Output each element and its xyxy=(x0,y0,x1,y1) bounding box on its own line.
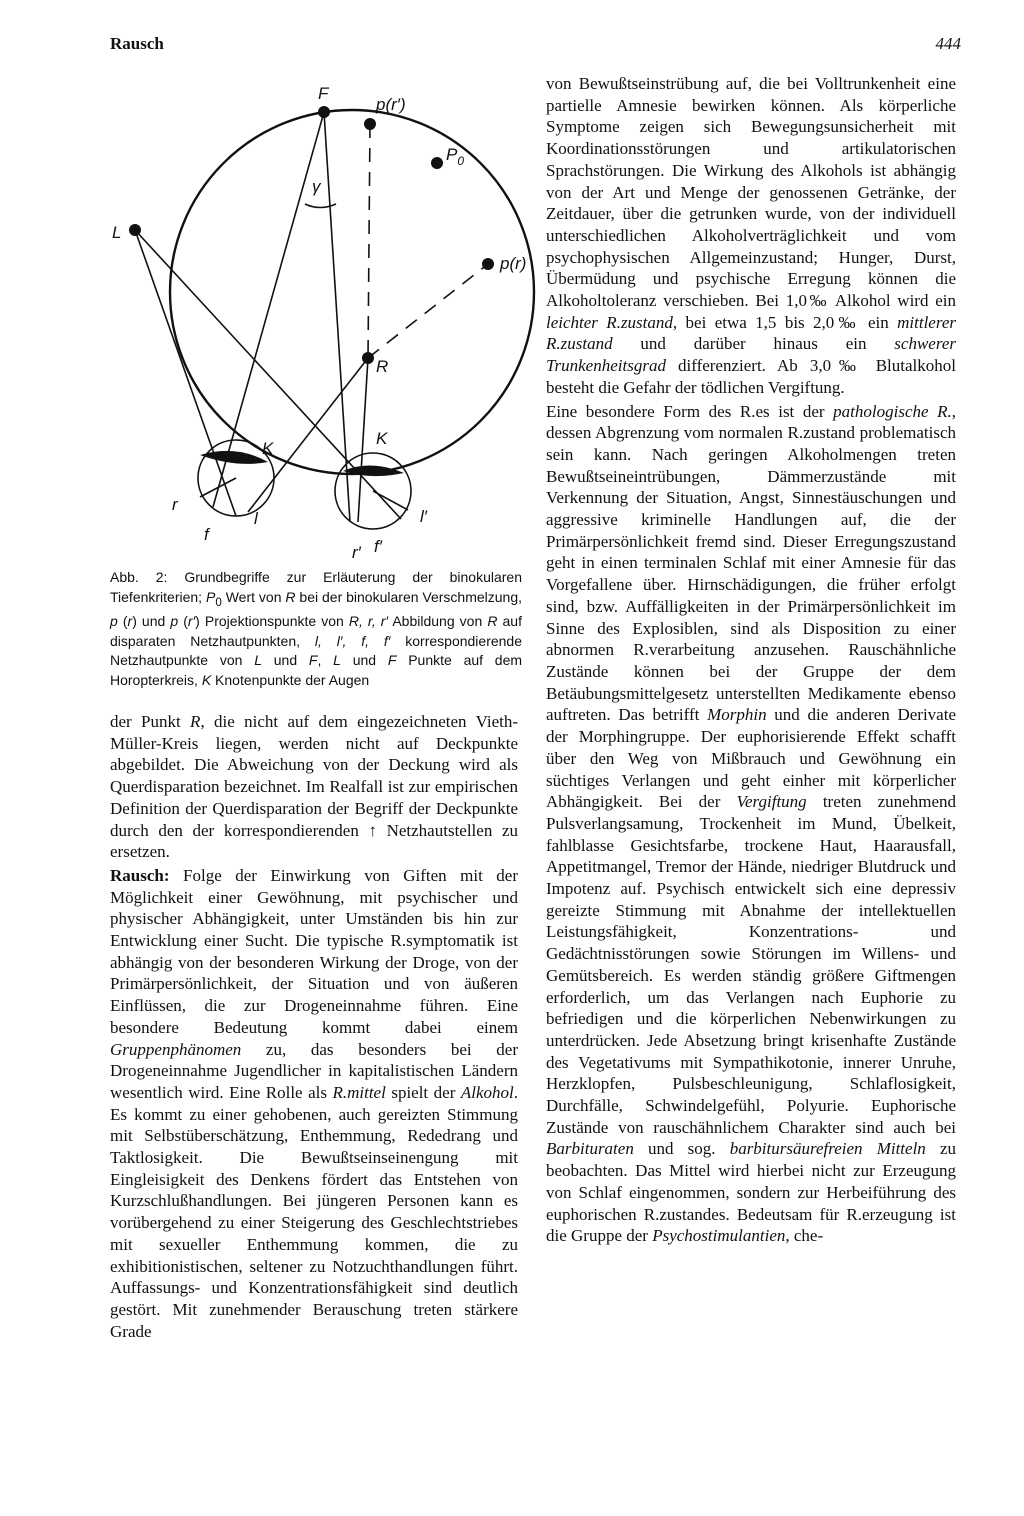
label-gamma: γ xyxy=(312,177,321,196)
label-K-right: K xyxy=(376,429,388,448)
right-paragraph-2: Eine besondere Form des R.es ist der pathologische R., dessen Abgrenzung vom normalen R.zustand problematisch sein kann. Nach geringen Alkoholmengen treten Bewußtseineintrübungen, Dämmerzustände mit Verkennung der Situation, Angst, Sinnestäuschungen und aggressive kriminelle Handlungen auf, die der Primärpersönlichkeit fremd sind. Dieser Erregungszustand geht in einen terminalen Schlaf mit einer Amnesie für das Vorgefallene über. Hirnschädigungen, die früher erfolgt sind, bzw. Auffälligkeiten in der Primärpersönlichkeit im Sinne des Explosiblen, sind als Disposition zu einer abnormen R.verarbeitung anzusehen. Rauschähnliche Zustände können bei der Gruppe der dem Betäubungsmittelgesetz unterstellten Medikamente ebenso auftreten. Das betrifft Morphin und die anderen Derivate der Morphingruppe. Der euphorisierende Effekt schafft über den Weg von Mißbrauch und Gewöhnung ein süchtiges Verlangen und geht einher mit körperlicher Abhängigkeit. Bei der Vergiftung treten zunehmend Pulsverlangsamung, Trockenheit im Mund, Übelkeit, fahlblasse Gesichtsfarbe, trockene Haut, Haarausfall, Appetitmangel, Tremor der Hände, niedriger Blutdruck und Impotenz auf. Psychisch entwickelt sich eine depressiv gereizte Stimmung mit Abnahme der intellektuellen Leistungsfähigkeit, Konzentrations- und Gedächtnisstörungen sowie Störungen im Willens- und Gemütsbereich. Es werden ständig größere Giftmengen erforderlich, um das Verlangen nach Euphorie zu befriedigen und die körperlichen Nebenwirkungen zu unterdrücken. Jede Absetzung bringt krisenhafte Zustände des Vegetativums mit Sympathikotonie, innerer Unruhe, Herzklopfen, Pulsbeschleunigung, Schlaflosigkeit, Durchfälle, Schwindelgefühl, Polyurie. Euphorische Zustände von rauschähnlichem Charakter sind auch bei Barbituraten und sog. barbitursäurefreien Mitteln zu beobachten. Das Mittel wird hierbei nicht zur Erzeugung von Schlaf eingenommen, sondern zur Herbeiführung des euphorischen R.zustandes. Bedeutsam für R.erzeugung ist die Gruppe der Psychostimulantien, che- xyxy=(546,401,956,1246)
dashed-pr-prime-to-R xyxy=(368,124,370,358)
label-F: F xyxy=(318,84,329,103)
label-f: f xyxy=(204,525,209,544)
label-r-prime: r′ xyxy=(352,543,361,562)
left-column xyxy=(110,711,518,1342)
label-L: L xyxy=(112,223,122,242)
label-f-prime: f′ xyxy=(374,537,382,556)
line-F-right-eye xyxy=(324,112,350,522)
label-K-left: K xyxy=(262,439,274,458)
line-R-right-eye xyxy=(358,358,368,522)
label-pr-prime: p(r′) xyxy=(376,95,406,114)
running-title: Rausch xyxy=(110,34,164,53)
entry-rausch-paragraph: Rausch: Folge der Einwirkung von Giften mit der Möglichkeit einer Gewöhnung, mit psychischer und physischer Abhängigkeit, unter Umständen bis hin zur Entwicklung einer Sucht. Die typische R.symptomatik ist abhängig von der besonderen Wirkung der Droge, von der Primärpersönlichkeit, der Situation und von äußeren Einflüssen, die zur Drogeneinnahme führen. Eine besondere Bedeutung kommt dabei einem Gruppenphänomen zu, das besonders bei der Drogeneinnahme Jugendlicher in kapitalistischen Ländern wesentlich wird. Eine Rolle als R.mittel spielt der Alkohol. Es kommt zu einer gehobenen, auch gereizten Stimmung mit Selbstüberschätzung, Enthemmung, Rededrang und Taktlosigkeit. Die Bewußtseinseinengung mit Eingleisigkeit des Denkens fördert das Entstehen von Kurzschlußhandlungen. Bei jüngeren Personen kann es vorübergehend zu einer Steigerung des Geschlechtstriebes mit sexueller Enthemmung kommen, die zu exhibitionistischen, seltener zu Notzuchthandlungen führt. Auffassungs- und Konzentrationsfähigkeit sind deutlich gestört. Mit zunehmender Berauschung treten stärkere Grade xyxy=(110,865,518,1341)
label-pr: p(r) xyxy=(500,254,527,273)
dashed-R-to-pr xyxy=(368,264,488,358)
line-R-left-eye xyxy=(248,358,368,512)
eye-ray-r xyxy=(200,478,236,497)
label-P0: $P_0$ xyxy=(446,145,465,168)
left-eye-lens xyxy=(200,451,268,464)
gamma-arc xyxy=(305,204,336,208)
label-R: R xyxy=(376,357,389,376)
point-pr xyxy=(482,258,494,270)
point-L xyxy=(129,224,141,236)
left-paragraph-1: der Punkt R, die nicht auf dem eingezeichneten Vieth-Müller-Kreis liegen, werden nicht auf Deckpunkte abgebildet. Die Abweichung von der Deckung wird als Querdisparation bezeichnet. Im Realfall ist zur empirischen Definition der Querdisparation der Begriff der Deckpunkte durch den der korrespondierenden ↑ Netzhautstellen zu ersetzen. xyxy=(110,712,518,862)
label-l-prime: l′ xyxy=(420,507,427,526)
figure-caption: Abb. 2: Grundbegriffe zur Erläuterung der binokularen Tiefenkriterien; $P_0$ Wert von R bei der binokularen Verschmelzung, p (r) und p (r′) Projektionspunkte von R, r, r′ Abbildung von R auf disparaten Netzhautpunkten, l, l′, f, f′ korrespondierende Netzhautpunkte von L und F, L und F Punkte auf dem Horopterkreis, K Knotenpunkte der Augen xyxy=(110,569,523,688)
point-pr-prime xyxy=(364,118,376,130)
horopter-figure xyxy=(108,82,548,567)
horopter-circle xyxy=(170,110,534,474)
point-F xyxy=(318,106,330,118)
page-number: 444 xyxy=(935,34,961,53)
label-l: l xyxy=(254,509,258,528)
right-paragraph-1: von Bewußtseinstrübung auf, die bei Volltrunkenheit eine partielle Amnesie bewirken können. Als körperliche Symptome zeigen sich Bewegungsunsicherheit mit Koordinationsstörungen und artikulatorischen Sprachstörungen. Die Wirkung des Alkohols ist abhängig von der Art und Menge der genossenen Getränke, der Zeitdauer, über die getrunken wurde, von der individuell unterschiedlichen Alkoholverträglichkeit und vom psychophysischen Allgemeinzustand; Hunger, Durst, Übermüdung und psychische Erregung können die Alkoholtoleranz verschieben. Bei 1,0‰ Alkohol wird ein leichter R.zustand, bei etwa 1,5 bis 2,0‰ ein mittlerer R.zustand und darüber hinaus ein schwerer Trunkenheitsgrad differenziert. Ab 3,0‰ Blutalkohol besteht die Gefahr der tödlichen Vergiftung. xyxy=(546,74,956,397)
label-r: r xyxy=(172,495,178,514)
point-P0 xyxy=(431,157,443,169)
line-L-left-eye xyxy=(135,230,236,516)
right-column xyxy=(546,73,956,1247)
point-R xyxy=(362,352,374,364)
